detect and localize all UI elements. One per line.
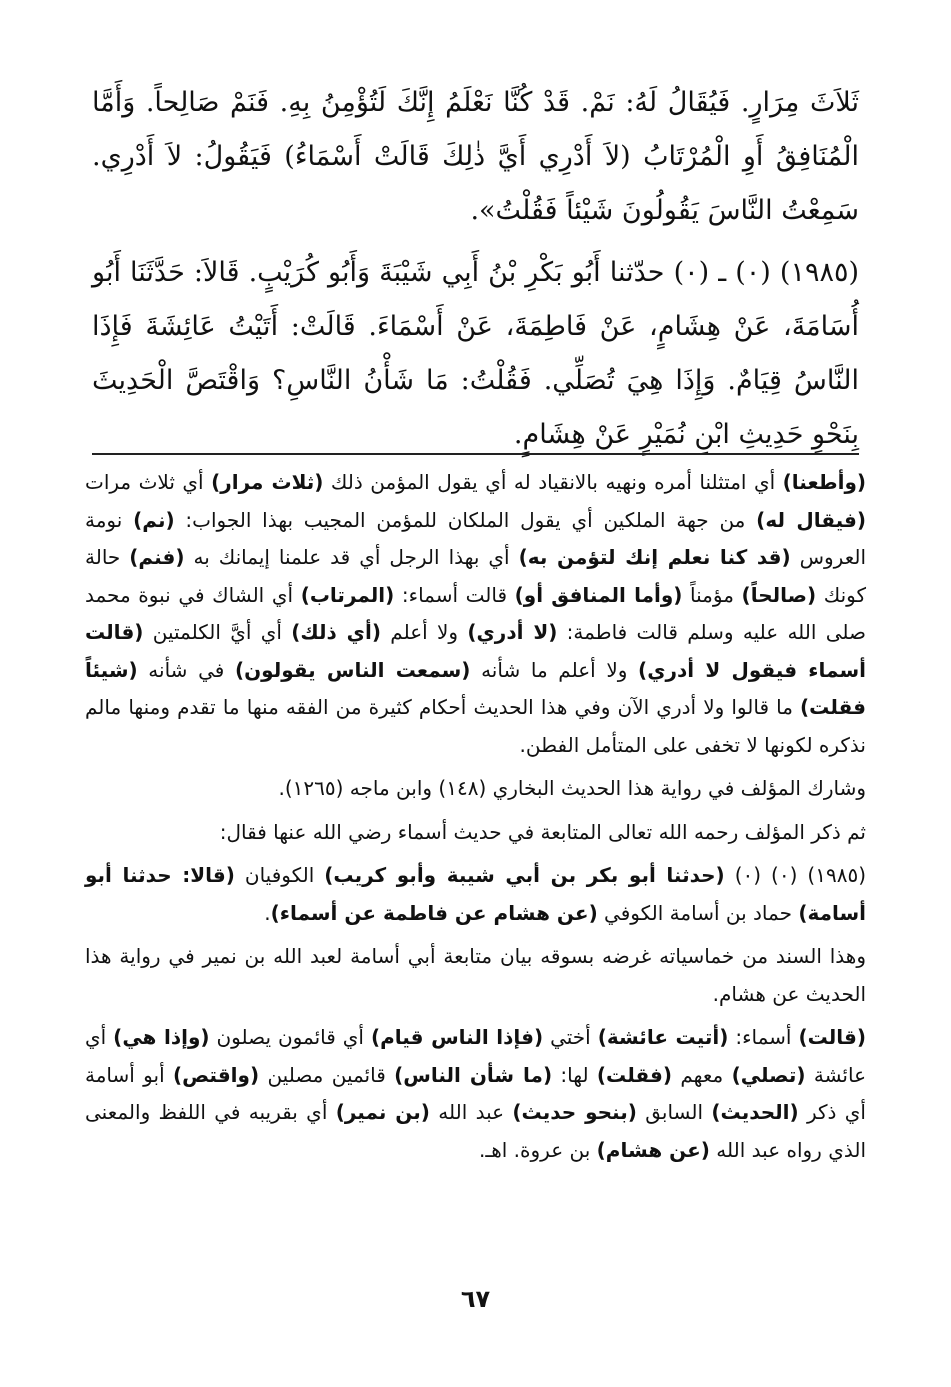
page-number: ٦٧ xyxy=(460,1285,491,1313)
commentary-paragraph: ثم ذكر المؤلف رحمه الله تعالى المتابعة في حديث أسماء رضي الله عنها فقال: xyxy=(219,819,866,844)
commentary-paragraph: وشارك المؤلف في رواية هذا الحديث البخاري (١٤٨) وابن ماجه (١٢٦٥). xyxy=(278,776,866,800)
footnote-divider xyxy=(92,453,859,455)
hadith-text xyxy=(92,76,859,462)
hadith-paragraph: ثَلاَثَ مِرَارٍ. فَيُقَالُ لَهُ: نَمْ. قَدْ كُنَّا نَعْلَمُ إِنَّكَ لَتُؤْمِنُ بِهِ. فَنَمْ صَالِحاً. وَأَمَّا الْمُنَافِقُ أَوِ الْمُرْتَابُ (لاَ أَدْرِي أَيَّ ذٰلِكَ قَالَتْ أَسْمَاءُ) فَيَقُولُ: لاَ أَدْرِي. سَمِعْتُ النَّاسَ يَقُولُونَ شَيْئاً فَقُلْتُ». xyxy=(92,87,859,226)
commentary-text xyxy=(85,464,866,1169)
commentary-paragraph: (قالت) أسماء: (أتيت عائشة) أختي (فإذا الناس قيام) أي قائمون يصلون (وإذا هي) أي عائشة (تصلي) معهم (فقلت) لها: (ما شأن الناس) قائمين مصلين (واقتص) أبو أسامة أي ذكر (الحديث) السابق (بنحو حديث) عبد الله (بن نمير) أي بقريبه في اللفظ والمعنى الذي رواه عبد الله (عن هشام) بن عروة. اهـ. xyxy=(85,1025,867,1162)
commentary-paragraph: (١٩٨٥) (٠) (٠) (حدثنا أبو بكر بن أبي شيبة وأبو كريب) الكوفيان (قالا: حدثنا أبو أسامة) حماد بن أسامة الكوفي (عن هشام عن فاطمة عن أسماء). xyxy=(85,863,866,925)
commentary-paragraph: وهذا السند من خماسياته غرضه بسوقه بيان متابعة أبي أسامة لعبد الله بن نمير في رواية هذا الحديث عن هشام. xyxy=(85,944,866,1006)
commentary-paragraph: (وأطعنا) أي امتثلنا أمره ونهيه بالانقياد له أي يقول المؤمن ذلك (ثلاث مرار) أي ثلاث مرات (فيقال له) من جهة الملكين أي يقول الملكان للمؤمن المجيب بهذا الجواب: (نم) نومة العروس (قد كنا نعلم إنك لتؤمن به) أي بهذا الرجل أي قد علمنا إيمانك به (فنم) حالة كونك (صالحاً) مؤمناً (وأما المنافق أو) قالت أسماء: (المرتاب) أي الشاك في نبوة محمد صلى الله عليه وسلم قالت فاطمة: (لا أدري) ولا أعلم (أي ذلك) أي أيَّ الكلمتين (قالت أسماء فيقول لا أدري) ولا أعلم ما شأنه (سمعت الناس يقولون) في شأنه (شيئاً فقلت) ما قالوا ولا أدري الآن وفي هذا الحديث أحكام كثيرة من الفقه منها ما تقدم ومنها مالم نذكره لكونها لا تخفى على المتأمل الفطن. xyxy=(85,470,867,757)
hadith-paragraph: (١٩٨٥) (٠) ـ (٠) حدّثنا أَبُو بَكْرِ بْنُ أَبِي شَيْبَةَ وَأَبُو كُرَيْبٍ. قَالاَ: حَدَّثَنَا أَبُو أُسَامَةَ، عَنْ هِشَامٍ، عَنْ فَاطِمَةَ، عَنْ أَسْمَاءَ. قَالَتْ: أَتَيْتُ عَائِشَةَ فَإِذَا النَّاسُ قِيَامٌ. وَإِذَا هِيَ تُصَلِّي. فَقُلْتُ: مَا شَأْنُ النَّاسِ؟ وَاقْتَصَّ الْحَدِيثَ بِنَحْوِ حَدِيثِ ابْنِ نُمَيْرٍ عَنْ هِشَامٍ. xyxy=(92,257,859,450)
